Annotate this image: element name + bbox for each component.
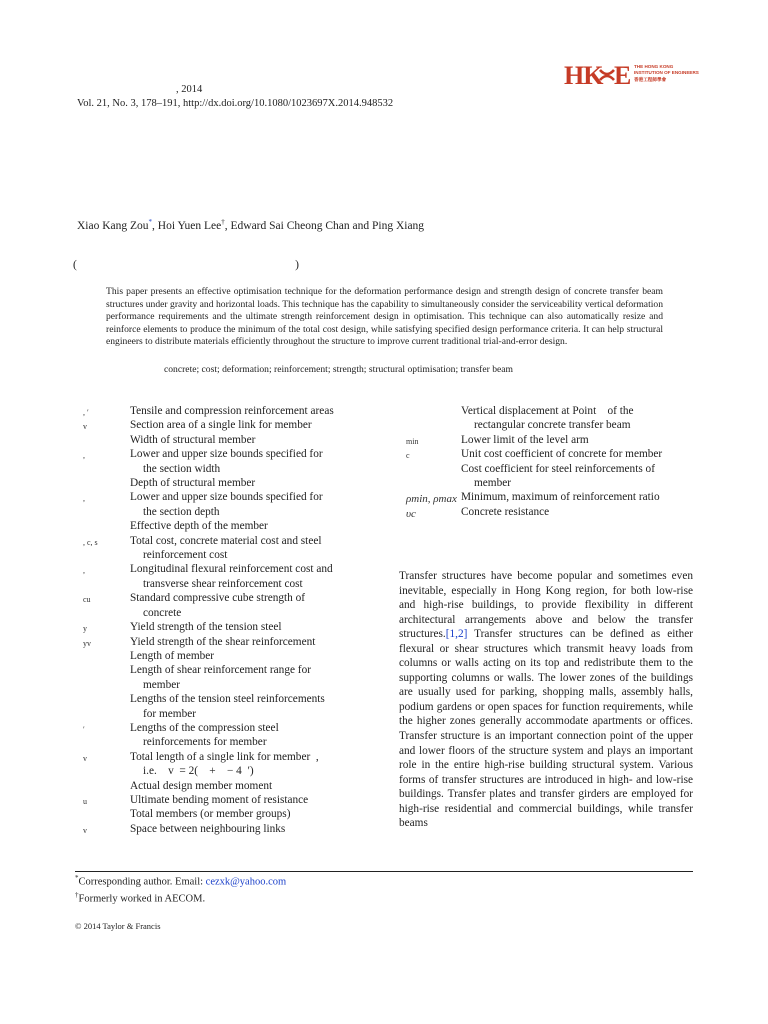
nomenclature-definition: Lower and upper size bounds specified for xyxy=(130,491,323,504)
affiliation xyxy=(73,259,299,271)
nomenclature-entry xyxy=(75,447,375,476)
author-name: , Edward Sai Cheong Chan and Ping Xiang xyxy=(224,219,425,232)
nomenclature-left xyxy=(75,404,375,836)
nomenclature-definition: Depth of structural member xyxy=(130,477,256,490)
nomenclature-entry xyxy=(75,490,375,519)
nomenclature-entry xyxy=(75,620,375,634)
svg-text:E: E xyxy=(614,61,631,90)
nomenclature-definition: Lower and upper size bounds specified for xyxy=(130,448,323,461)
nomenclature-entry xyxy=(398,433,698,447)
nomenclature-entry xyxy=(75,534,375,563)
nomenclature-definition: Section area of a single link for member xyxy=(130,419,312,432)
hkie-logo xyxy=(564,60,714,90)
nomenclature-entry xyxy=(75,807,375,821)
nomenclature-symbol: ρmin, ρmax xyxy=(406,493,457,506)
nomenclature-symbol: , xyxy=(83,494,85,504)
nomenclature-symbol: yv xyxy=(83,638,91,648)
nomenclature-entry xyxy=(398,404,698,433)
svg-text:INSTITUTION OF ENGINEERS: INSTITUTION OF ENGINEERS xyxy=(634,70,699,75)
nomenclature-entry xyxy=(75,418,375,432)
nomenclature-entry xyxy=(75,476,375,490)
nomenclature-definition: Longitudinal flexural reinforcement cost and xyxy=(130,563,333,576)
reference-link[interactable]: 1 xyxy=(449,628,456,641)
ref-bracket: ] xyxy=(463,628,468,641)
svg-text:香港工程師學會: 香港工程師學會 xyxy=(634,77,667,82)
nomenclature-entry xyxy=(75,649,375,663)
nomenclature-right xyxy=(398,404,698,519)
nomenclature-entry xyxy=(75,562,375,591)
nomenclature-entry xyxy=(398,505,698,519)
nomenclature-definition: reinforcements for member xyxy=(143,736,267,749)
nomenclature-definition: Length of shear reinforcement range for xyxy=(130,664,311,677)
nomenclature-definition: Cost coefficient for steel reinforcements of xyxy=(461,462,655,475)
nomenclature-definition: Yield strength of the shear reinforcement xyxy=(130,635,316,648)
nomenclature-definition: Vertical displacement at Point of the xyxy=(461,405,634,417)
affiliation-open-paren: ( xyxy=(73,259,77,271)
nomenclature-entry xyxy=(75,822,375,836)
nomenclature-definition: Tensile and compression reinforcement areas xyxy=(130,405,334,417)
introduction-text: Transfer structures have become popular and sometimes even inevitable, especially in Hong Kong region, for both low-rise and high-rise buildings, to provide flexibility in different architectural arrangements above and below the transfer structures.[1,2] Transfer structures can be defined as either flexural or shear structures which transmit heavy loads from columns or walls acting on its top and redistribute them to the supporting columns or walls. The lower zones of the buildings are usually used for parking, shopping malls, assembly halls, podium gardens or open spaces for function requirements, while the higher zones generally accommodate apartments or offices. Transfer structure is an important connection point of the upper and lower floors of the structure system and plays an important role in the entire high-rise building structural system. Various forms of transfer structures are introduced in high- and low-rise buildings. Transfer plates and transfer girders are employed for high-rise residential and commercial buildings, while transfer beams xyxy=(399,570,693,830)
nomenclature-entry xyxy=(75,635,375,649)
nomenclature-definition: Effective depth of the member xyxy=(130,520,268,533)
svg-text:HK: HK xyxy=(564,61,603,90)
nomenclature-definition: the section width xyxy=(143,462,221,475)
nomenclature-definition: Lengths of the compression steel xyxy=(130,721,279,734)
nomenclature-definition: Space between neighbouring links xyxy=(130,822,286,835)
nomenclature-symbol: v xyxy=(83,422,87,432)
nomenclature-entry xyxy=(398,447,698,461)
author-name: Xiao Kang Zou xyxy=(77,219,149,232)
footnote-formerly: †Formerly worked in AECOM. xyxy=(75,890,206,904)
nomenclature-definition: concrete xyxy=(143,606,182,619)
nomenclature-definition: Ultimate bending moment of resistance xyxy=(130,793,309,806)
email-link[interactable]: cezxk@yahoo.com xyxy=(205,876,287,888)
nomenclature-symbol: u xyxy=(83,796,87,806)
nomenclature-entry xyxy=(75,692,375,721)
nomenclature-symbol: v xyxy=(83,753,87,763)
nomenclature-entry xyxy=(75,591,375,620)
nomenclature-entry xyxy=(75,721,375,750)
footnote-mark: † xyxy=(221,218,225,226)
reference-link[interactable]: 2 xyxy=(458,628,464,641)
nomenclature-definition: member xyxy=(143,678,181,691)
nomenclature-entry xyxy=(75,433,375,447)
nomenclature-symbol: , ′ xyxy=(83,408,89,417)
ref-bracket: [ xyxy=(445,628,450,641)
author-name: , Hoi Yuen Lee xyxy=(152,219,222,232)
nomenclature-definition: for member xyxy=(143,707,197,720)
nomenclature-definition: Yield strength of the tension steel xyxy=(130,621,282,634)
nomenclature-symbol: y xyxy=(83,624,87,634)
nomenclature-definition: Actual design member moment xyxy=(130,779,273,792)
journal-year: , 2014 xyxy=(176,84,203,95)
nomenclature-symbol: , xyxy=(83,566,85,576)
nomenclature-symbol: cu xyxy=(83,595,91,605)
ref-separator: , xyxy=(455,628,458,641)
citation-doi: Vol. 21, No. 3, 178–191, http://dx.doi.org/10.1080/1023697X.2014.948532 xyxy=(77,98,394,109)
nomenclature-definition: reinforcement cost xyxy=(143,549,228,562)
nomenclature-definition: Total length of a single link for member , xyxy=(130,750,319,763)
corresponding-author-link[interactable]: * xyxy=(148,218,153,226)
nomenclature-definition: Lower limit of the level arm xyxy=(461,433,589,446)
keywords: concrete; cost; deformation; reinforcement; strength; structural optimisation; transfer beam xyxy=(164,364,513,375)
abstract-text: This paper presents an effective optimisation technique for the deformation performance design and strength design of concrete transfer beam structures under gravity and horizontal loads. This technique has the capability to simultaneously consider the serviceability vertical deformation performance requirements and the ultimate strength reinforcement design in optimisation. This technique can also automatically resize and reinforce elements to produce the minimum of the total cost design, while satisfying specified design performance criteria. It can help structural engineers to distribute materials efficiently throughout the structure to improve current traditional trial-and-error design. xyxy=(106,286,663,348)
nomenclature-symbol: υc xyxy=(406,507,416,520)
nomenclature-definition: Length of member xyxy=(130,649,215,662)
svg-text:THE HONG KONG: THE HONG KONG xyxy=(634,64,674,69)
nomenclature-entry xyxy=(75,404,375,418)
copyright: © 2014 Taylor & Francis xyxy=(75,921,161,931)
nomenclature-entry xyxy=(75,779,375,793)
nomenclature-entry xyxy=(75,663,375,692)
nomenclature-definition: transverse shear reinforcement cost xyxy=(143,577,303,590)
nomenclature-definition: Unit cost coefficient of concrete for member xyxy=(461,448,663,461)
nomenclature-symbol: v xyxy=(83,825,87,835)
nomenclature-definition: Minimum, maximum of reinforcement ratio xyxy=(461,491,660,504)
nomenclature-definition: i.e. v = 2( + − 4 ′) xyxy=(143,765,254,778)
nomenclature-definition: Concrete resistance xyxy=(461,505,550,518)
nomenclature-symbol: , c, s xyxy=(83,537,98,547)
nomenclature-symbol: min xyxy=(406,436,419,446)
nomenclature-entry xyxy=(398,490,698,504)
nomenclature-definition: Total members (or member groups) xyxy=(130,808,291,821)
footnote-corresponding: *Corresponding author. Email: cezxk@yahoo.com xyxy=(75,874,287,888)
nomenclature-entry xyxy=(75,750,375,779)
nomenclature-definition: Width of structural member xyxy=(130,433,256,446)
nomenclature-symbol: ′ xyxy=(83,724,85,734)
nomenclature-symbol: c xyxy=(406,451,410,461)
affiliation-close-paren: ) xyxy=(295,259,299,271)
nomenclature-definition: the section depth xyxy=(143,505,220,518)
footnotes xyxy=(75,872,286,905)
nomenclature-entry xyxy=(75,793,375,807)
nomenclature-definition: Lengths of the tension steel reinforcements xyxy=(130,693,325,706)
nomenclature-symbol: , xyxy=(83,451,85,461)
nomenclature-definition: Standard compressive cube strength of xyxy=(130,592,306,605)
nomenclature-definition: member xyxy=(474,477,512,490)
nomenclature-entry xyxy=(75,519,375,533)
author-list xyxy=(77,218,424,232)
nomenclature-entry xyxy=(398,462,698,491)
nomenclature-definition: Total cost, concrete material cost and steel xyxy=(130,534,322,547)
nomenclature-definition: rectangular concrete transfer beam xyxy=(474,419,631,432)
